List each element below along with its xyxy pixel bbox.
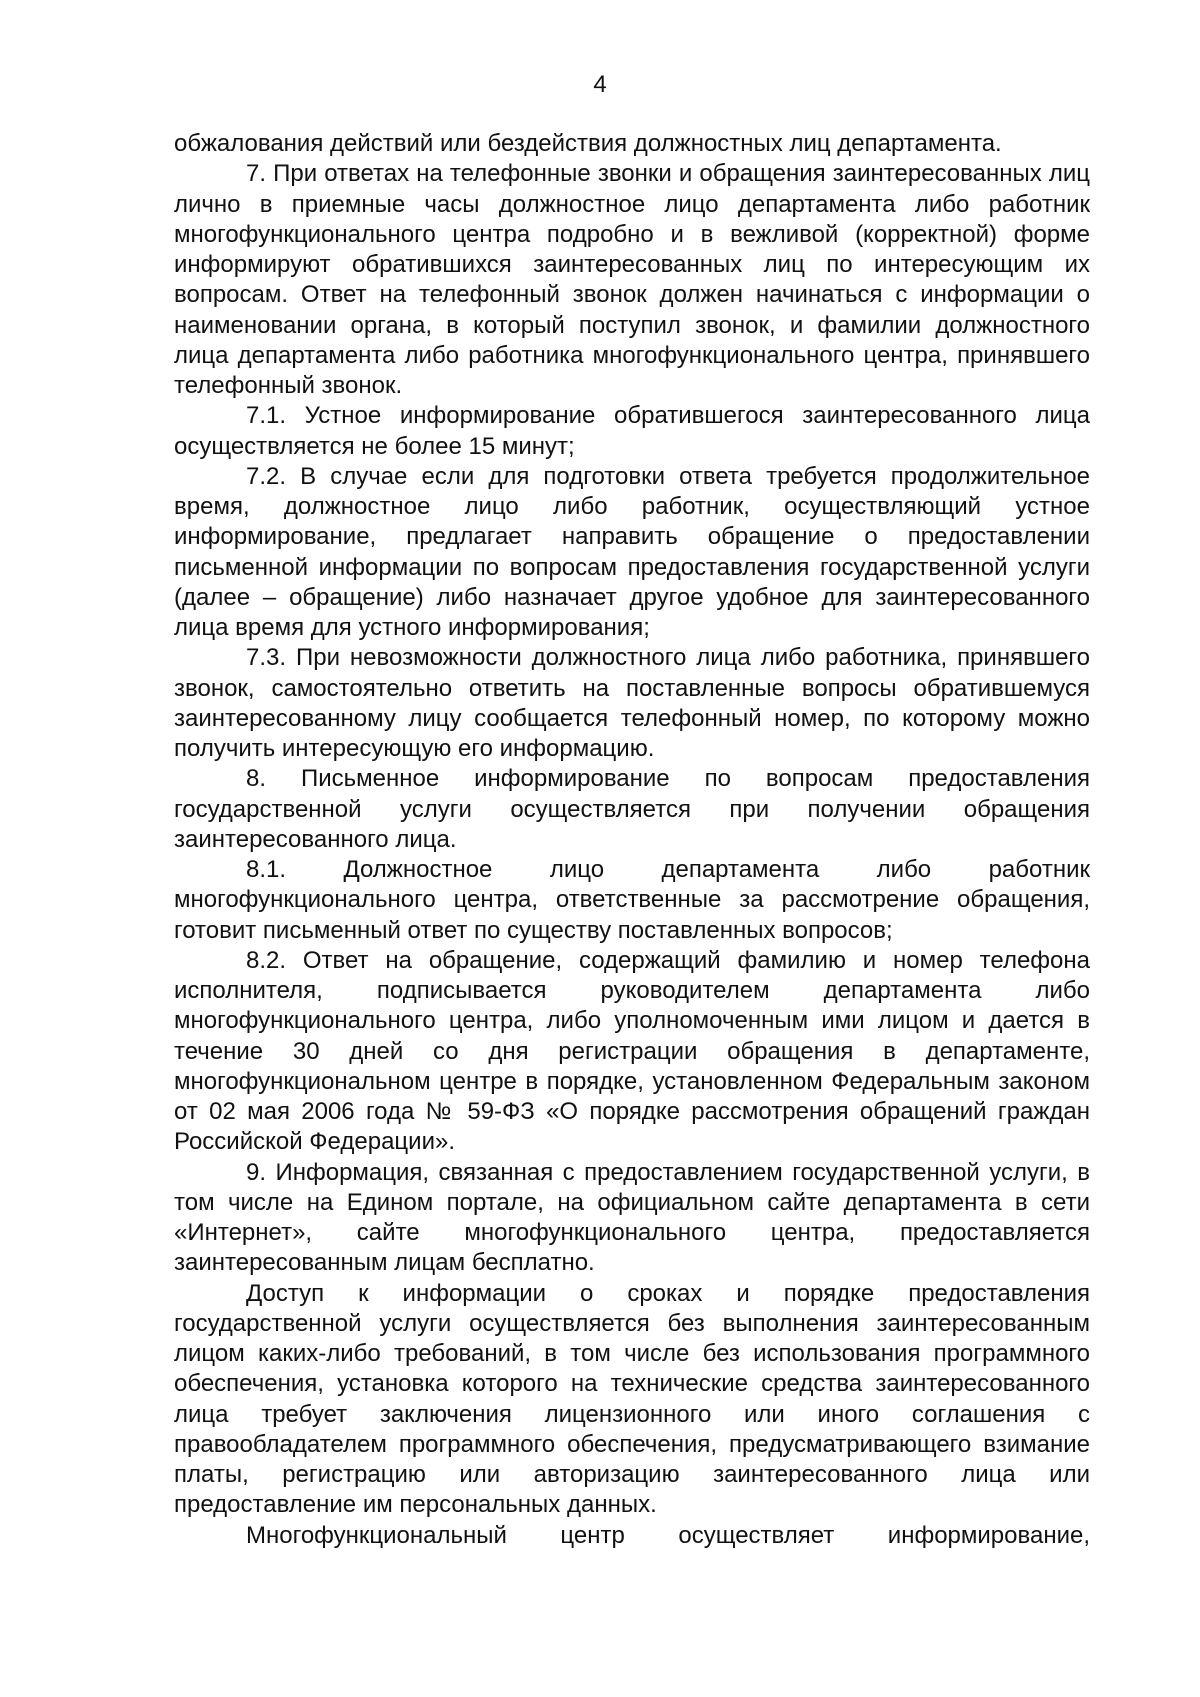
paragraph-7-3: 7.3. При невозможности должностного лица либо работника, принявшего звонок, самостоятельно ответить на поставленные вопросы обратившемуся заинтересованному лицу сообщается телефонный номер, по которому можно получить интересующую его информацию.: [174, 644, 1090, 762]
paragraph-access: Доступ к информации о сроках и порядке предоставления государственной услуги осуществляется без выполнения заинтересованным лицом каких-либо требований, в том числе без использования программного обеспечения, установка которого на технические средства заинтересованного лица требует заключения лицензионного или иного соглашения с правообладателем программного обеспечения, предусматривающего взимание платы, регистрацию или авторизацию заинтересованного лица или предоставление им персональных данных.: [174, 1279, 1090, 1519]
document-body: [174, 129, 1090, 1551]
paragraph-7-1: 7.1. Устное информирование обратившегося заинтересованного лица осуществляется не более 15 минут;: [174, 402, 1090, 460]
paragraph-8-2: 8.2. Ответ на обращение, содержащий фамилию и номер телефона исполнителя, подписывается руководителем департамента либо многофункционального центра, либо уполномоченным ими лицом и дается в течение 30 дней со дня регистрации обращения в департаменте, многофункциональном центре в порядке, установленном Федеральным законом от 02 мая 2006 года № 59-ФЗ «О порядке рассмотрения обращений граждан Российской Федерации».: [174, 946, 1090, 1156]
paragraph-8-1: 8.1. Должностное лицо департамента либо работник многофункционального центра, ответственные за рассмотрение обращения, готовит письменный ответ по существу поставленных вопросов;: [174, 856, 1090, 944]
paragraph-9: 9. Информация, связанная с предоставлением государственной услуги, в том числе на Едином портале, на официальном сайте департамента в сети «Интернет», сайте многофункционального центра, предоставляется заинтересованным лицам бесплатно.: [174, 1158, 1090, 1277]
paragraph-8: 8. Письменное информирование по вопросам предоставления государственной услуги осуществляется при получении обращения заинтересованного лица.: [174, 765, 1090, 853]
paragraph-7: 7. При ответах на телефонные звонки и обращения заинтересованных лиц лично в приемные часы должностное лицо департамента либо работник многофункционального центра подробно и в вежливой (корректной) форме информируют обратившихся заинтересованных лиц по интересующим их вопросам. Ответ на телефонный звонок должен начинаться с информации о наименовании органа, в который поступил звонок, и фамилии должностного лица департамента либо работника многофункционального центра, принявшего телефонный звонок.: [174, 160, 1090, 399]
page-number: 4: [593, 71, 607, 98]
paragraph-continuation: обжалования действий или бездействия должностных лиц департамента.: [174, 130, 1002, 157]
paragraph-mfc: Многофункциональный центр осуществляет информирование,: [246, 1521, 1090, 1549]
paragraph-7-2: 7.2. В случае если для подготовки ответа требуется продолжительное время, должностное лицо либо работник, осуществляющий устное информирование, предлагает направить обращение о предоставлении письменной информации по вопросам предоставления государственной услуги (далее – обращение) либо назначает другое удобное для заинтересованного лица время для устного информирования;: [174, 462, 1090, 641]
